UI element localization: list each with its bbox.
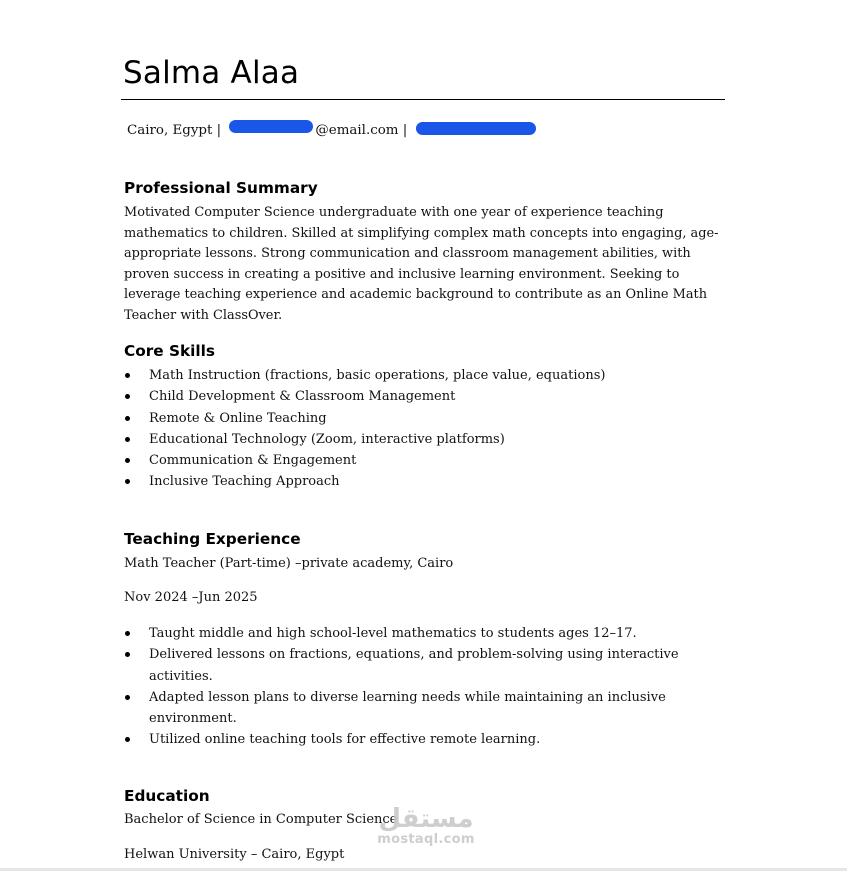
contact-line bbox=[127, 121, 536, 141]
education-school: Helwan University – Cairo, Egypt bbox=[124, 847, 345, 862]
list-item: Math Instruction (fractions, basic operations, place value, equations) bbox=[124, 365, 724, 386]
bullet-icon bbox=[125, 695, 130, 700]
summary-text: Motivated Computer Science undergraduate with one year of experience teaching mathematics to children. Skilled at simplifying complex math concepts into engaging, age-appropriate lessons. Strong communication and classroom management abilities, with proven success in creating a positive and inclusive learning environment. Seeking to leverage teaching experience and academic background to contribute as an Online Math Teacher with ClassOver. bbox=[124, 205, 719, 323]
watermark-arabic: مستقل bbox=[378, 804, 474, 834]
list-item: Communication & Engagement bbox=[124, 450, 724, 471]
education-heading: Education bbox=[124, 787, 210, 805]
list-item: Utilized online teaching tools for effective remote learning. bbox=[124, 729, 684, 750]
list-item: Inclusive Teaching Approach bbox=[124, 471, 724, 492]
header-divider bbox=[121, 99, 725, 100]
experience-role: Math Teacher (Part-time) –private academy, Cairo bbox=[124, 556, 454, 571]
bullet-icon bbox=[125, 373, 130, 378]
bullet-icon bbox=[125, 416, 130, 421]
bullet-icon bbox=[125, 437, 130, 442]
candidate-name: Salma Alaa bbox=[123, 55, 300, 91]
bullet-icon bbox=[125, 394, 130, 399]
bullet-icon bbox=[125, 458, 130, 463]
bullet-icon bbox=[125, 631, 130, 636]
bullet-icon bbox=[125, 737, 130, 742]
contact-email: @email.com bbox=[315, 123, 399, 138]
list-item: Remote & Online Teaching bbox=[124, 408, 724, 429]
contact-separator: | bbox=[402, 123, 408, 138]
list-item: Child Development & Classroom Management bbox=[124, 386, 724, 407]
watermark-latin: mostaql.com bbox=[377, 832, 475, 847]
list-item: Adapted lesson plans to diverse learning needs while maintaining an inclusive environment. bbox=[124, 687, 684, 730]
list-item: Educational Technology (Zoom, interactive platforms) bbox=[124, 429, 724, 450]
summary-heading: Professional Summary bbox=[124, 179, 318, 197]
experience-heading: Teaching Experience bbox=[124, 530, 301, 548]
redacted-phone-mark bbox=[416, 122, 536, 135]
skills-heading: Core Skills bbox=[124, 342, 216, 360]
experience-dates: Nov 2024 –Jun 2025 bbox=[124, 590, 258, 605]
bullet-icon bbox=[125, 652, 130, 657]
mostaql-watermark bbox=[371, 805, 481, 847]
list-item: Taught middle and high school-level mathematics to students ages 12–17. bbox=[124, 623, 684, 644]
bullet-icon bbox=[125, 479, 130, 484]
experience-list bbox=[124, 623, 684, 751]
education-degree: Bachelor of Science in Computer Science bbox=[124, 812, 398, 827]
skills-list bbox=[124, 365, 724, 493]
list-item: Delivered lessons on fractions, equations, and problem-solving using interactive activities. bbox=[124, 644, 684, 687]
contact-location: Cairo, Egypt | bbox=[127, 123, 222, 138]
